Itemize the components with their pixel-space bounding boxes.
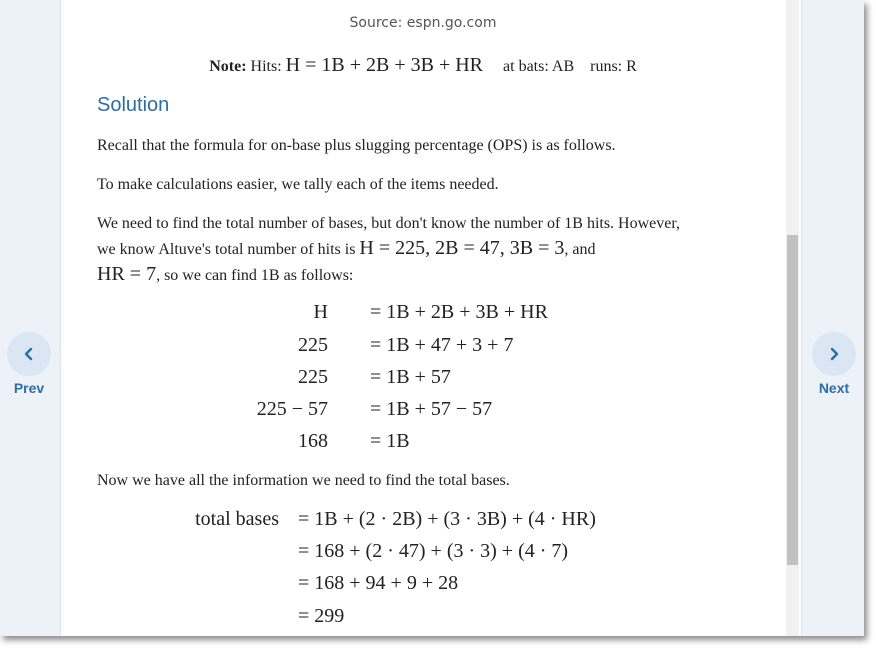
eq1-lhs: 168 (298, 430, 328, 452)
p3-line-b: we know Altuve's total number of hits is (97, 241, 356, 258)
chevron-right-icon (826, 346, 842, 362)
note-hits-label: Hits: (250, 58, 282, 75)
note-runs: runs: R (590, 58, 637, 75)
eq2-rhs: = 168 + 94 + 9 + 28 (298, 572, 459, 594)
note-hits-formula: H = 1B + 2B + 3B + HR (285, 54, 484, 76)
eq1-lhs: 225 (298, 366, 328, 388)
prev-label[interactable]: Prev (13, 380, 45, 396)
eq1-rhs: = 1B (370, 430, 410, 452)
p3-and: , and (564, 241, 596, 258)
eq1-rhs: = 1B + 57 (370, 366, 451, 388)
prev-button[interactable] (0, 332, 58, 396)
eq2-lhs: total bases (195, 508, 279, 530)
eq2-rhs: = 1B + (2 · 2B) + (3 · 3B) + (4 · HR) (298, 508, 596, 530)
next-button[interactable] (805, 332, 863, 396)
eq1-lhs: 225 (298, 334, 328, 356)
eq1-rhs: = 1B + 47 + 3 + 7 (370, 334, 514, 356)
prev-circle[interactable] (7, 332, 51, 376)
next-circle[interactable] (812, 332, 856, 376)
eq1-lhs: H (313, 301, 328, 323)
note-label: Note: (209, 58, 247, 75)
chevron-left-icon (21, 346, 37, 362)
scrollbar-thumb[interactable] (787, 235, 798, 565)
eq1-rhs: = 1B + 57 − 57 (370, 398, 493, 420)
note-line (60, 54, 786, 77)
eq1-lhs: 225 − 57 (256, 398, 328, 420)
eq1-rhs: = 1B + 2B + 3B + HR (370, 301, 548, 323)
note-at-bats: at bats: AB (503, 58, 575, 75)
p3-math-hr: HR = 7 (97, 263, 157, 285)
paragraph-tally: To make calculations easier, we tally each of the items needed. (97, 176, 499, 193)
eq2-rhs: = 299 (298, 605, 345, 627)
p3-math-values: H = 225, 2B = 47, 3B = 3 (359, 237, 565, 259)
next-label[interactable]: Next (818, 380, 850, 396)
paragraph-total-bases: Now we have all the information we need to find the total bases. (97, 472, 510, 489)
p3-line-a: We need to find the total number of bases, but don't know the number of 1B hits. However, (97, 215, 681, 232)
solution-heading: Solution (97, 94, 170, 116)
p3-line-d: , so we can find 1B as follows: (156, 267, 354, 284)
paragraph-find-1b (97, 212, 767, 288)
eq2-rhs: = 168 + (2 · 47) + (3 · 3) + (4 · 7) (298, 540, 569, 562)
paragraph-ops-formula: Recall that the formula for on-base plus slugging percentage (OPS) is as follows. (97, 137, 616, 154)
source-caption: Source: espn.go.com (349, 15, 497, 31)
